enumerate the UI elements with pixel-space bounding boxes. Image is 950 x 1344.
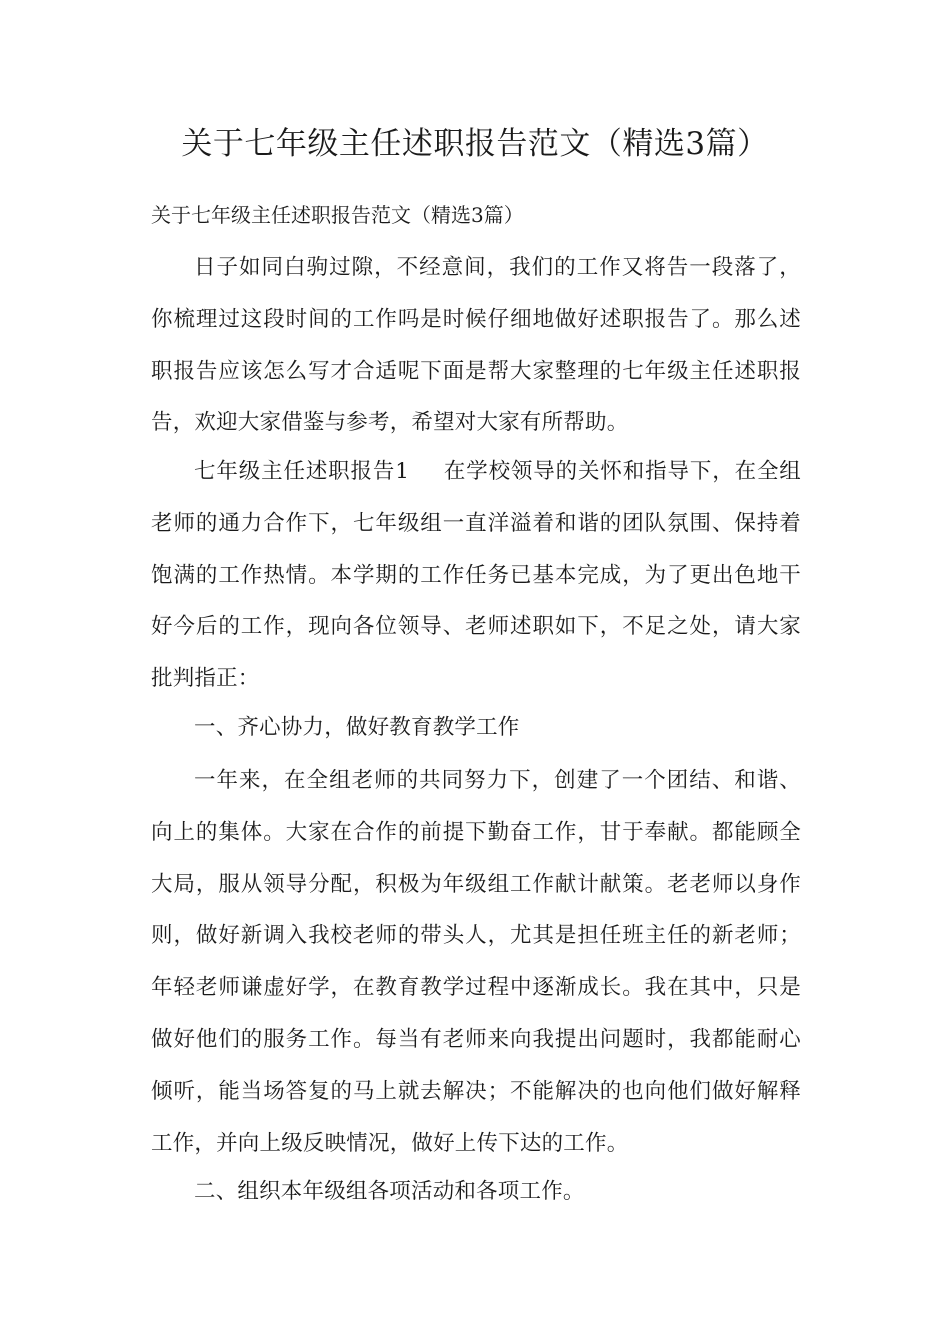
document-title: 关于七年级主任述职报告范文（精选3篇） bbox=[181, 126, 769, 162]
section-2-heading: 二、组织本年级组各项活动和各项工作。 bbox=[194, 1179, 585, 1204]
section-1-heading: 一、齐心协力，做好教育教学工作 bbox=[194, 715, 520, 740]
report-heading: 七年级主任述职报告1 bbox=[194, 459, 410, 484]
intro-paragraph: 日子如同白驹过隙，不经意间，我们的工作又将告一段落了，你梳理过这段时间的工作吗是时候仔细地做好述职报告了。那么述职报告应该怎么写才合适呢下面是帮大家整理的七年级主任述职报告，欢迎大家借鉴与参考，希望对大家有所帮助。 bbox=[151, 255, 801, 436]
section-1-paragraph: 一年来，在全组老师的共同努力下，创建了一个团结、和谐、向上的集体。大家在合作的前提下勤奋工作，甘于奉献。都能顾全大局，服从领导分配，积极为年级组工作献计献策。老老师以身作则，做好新调入我校老师的带头人，尤其是担任班主任的新老师；年轻老师谦虚好学，在教育教学过程中逐渐成长。我在其中，只是做好他们的服务工作。每当有老师来向我提出问题时，我都能耐心倾听，能当场答复的马上就去解决；不能解决的也向他们做好解释工作，并向上级反映情况，做好上传下达的工作。 bbox=[151, 768, 801, 1156]
document-subtitle: 关于七年级主任述职报告范文（精选3篇） bbox=[151, 203, 524, 227]
report-intro-text: 在学校领导的关怀和指导下，在全组老师的通力合作下，七年级组一直洋溢着和谐的团队氛围、保持着饱满的工作热情。本学期的工作任务已基本完成，为了更出色地干好今后的工作，现向各位领导、老师述职如下，不足之处，请大家批判指正： bbox=[151, 459, 802, 692]
report-intro-paragraph bbox=[151, 446, 801, 705]
